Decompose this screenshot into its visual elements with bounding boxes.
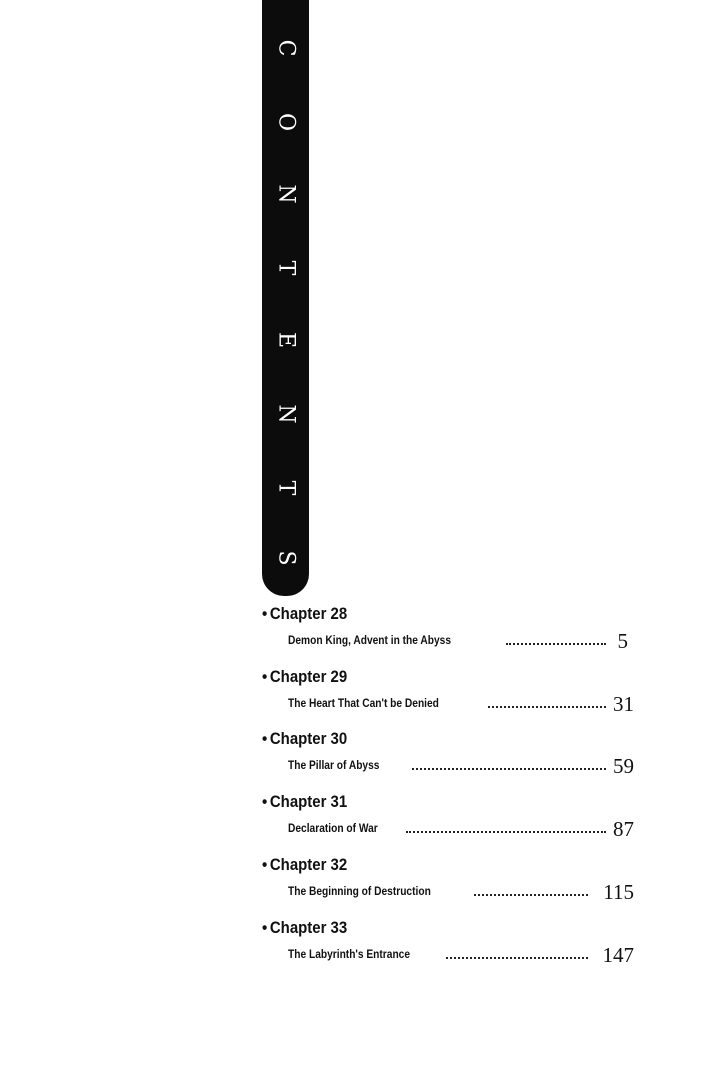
page-number: 115 [603, 880, 634, 904]
banner-letter-t: T [273, 260, 299, 276]
page-number: 147 [602, 943, 634, 967]
chapter-heading [262, 729, 347, 749]
dot-leader [446, 957, 588, 959]
chapter-label: Chapter 32 [269, 855, 348, 874]
toc-entry[interactable] [262, 855, 642, 915]
toc-entry[interactable] [262, 729, 642, 789]
dot-leader [488, 706, 606, 708]
banner-letter-n2: N [273, 404, 299, 424]
page-number: 5 [617, 629, 628, 653]
bullet: • [262, 604, 268, 623]
chapter-label: Chapter 28 [269, 604, 348, 623]
dot-leader [412, 768, 606, 770]
bullet: • [262, 667, 268, 686]
dot-leader [474, 894, 588, 896]
page-number: 59 [613, 754, 634, 778]
bullet: • [262, 918, 268, 937]
toc-entry[interactable] [262, 604, 642, 664]
bullet: • [262, 792, 268, 811]
banner-letter-e: E [273, 331, 299, 349]
chapter-heading [262, 604, 347, 624]
chapter-label: Chapter 33 [269, 918, 348, 937]
page-number: 31 [613, 692, 634, 716]
dot-leader [506, 643, 606, 645]
page-number: 87 [613, 817, 634, 841]
chapter-heading [262, 855, 347, 875]
banner-letter-c: C [273, 39, 299, 57]
chapter-subtitle: Demon King, Advent in the Abyss [288, 633, 452, 647]
chapter-subline [288, 945, 634, 965]
chapter-subline [288, 819, 634, 839]
chapter-subtitle: The Pillar of Abyss [288, 758, 380, 772]
banner-letter-o: O [273, 112, 299, 132]
chapter-subtitle: Declaration of War [288, 821, 378, 835]
chapter-subtitle: The Heart That Can't be Denied [288, 696, 439, 710]
chapter-subline [288, 756, 634, 776]
bullet: • [262, 729, 268, 748]
chapter-label: Chapter 30 [269, 729, 348, 748]
bullet: • [262, 855, 268, 874]
chapter-heading [262, 792, 347, 812]
chapter-label: Chapter 29 [269, 667, 348, 686]
chapter-subline [288, 882, 634, 902]
chapter-subline [288, 694, 634, 714]
banner-letter-s: S [273, 550, 299, 566]
chapter-heading [262, 918, 347, 938]
banner-letter-t2: T [273, 480, 299, 496]
chapter-subline [288, 631, 634, 651]
dot-leader [406, 831, 606, 833]
chapter-label: Chapter 31 [269, 792, 348, 811]
toc-entry[interactable] [262, 792, 642, 852]
contents-banner [262, 0, 309, 596]
chapter-heading [262, 667, 347, 687]
chapter-subtitle: The Labyrinth's Entrance [288, 947, 411, 961]
toc-entry[interactable] [262, 918, 642, 978]
toc-entry[interactable] [262, 667, 642, 727]
chapter-subtitle: The Beginning of Destruction [288, 884, 431, 898]
banner-letter-n: N [273, 184, 299, 204]
